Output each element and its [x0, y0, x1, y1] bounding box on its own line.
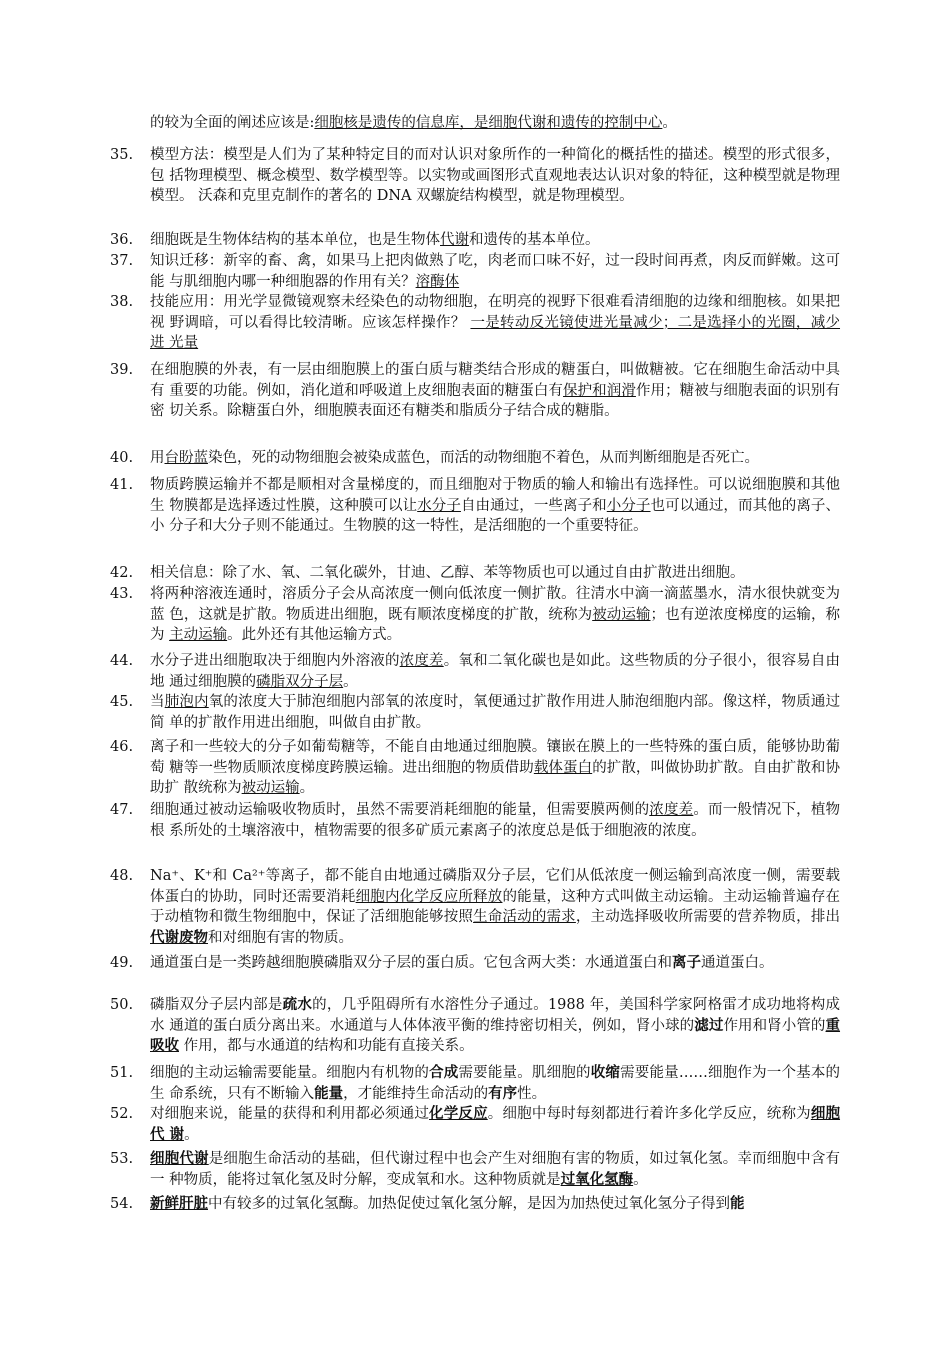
item-text: [150, 1104, 840, 1145]
item-number: 44.: [110, 653, 134, 669]
item-number: 42.: [110, 565, 134, 581]
text-run: 细胞既是生物体结构的基本单位，也是生物体: [150, 232, 440, 248]
text-run: 。: [299, 780, 315, 796]
text-run: 作用；糖被与细胞表面的识别有密 切关系。除糖蛋白外，细胞膜表面还有糖类和脂质分子结合成的糖脂。: [150, 382, 841, 419]
item-number: 45.: [110, 694, 134, 710]
item-text: [150, 692, 840, 733]
item-text: [150, 737, 840, 799]
text-run: 和对细胞有害的物质。: [208, 929, 353, 946]
item-number: 50.: [110, 997, 134, 1013]
text-run: 当: [150, 694, 165, 710]
text-run: 在细胞膜的外表，有一层由细胞膜上的蛋白质与糖类结合形成的糖蛋白，叫做糖被。它在细胞生命活动中具有 重要的功能。例如，消化道和呼吸道上皮细胞表面的糖蛋白有: [150, 362, 840, 399]
text-run: 模型方法：模型是人们为了某种特定目的而对认识对象所作的一种简化的概括性的描述。模型的形式很多，包 括物理模型、概念模型、数学模型等。以实物或画图形式直观地表达认识对象的特征，这种模型就是物理模型。 沃森和克里克制作的著名的 DNA 双螺旋结构模型，就是物理模型。: [150, 147, 840, 204]
text-run: 相关信息：除了水、氧、二氧化碳外，甘迪、乙醇、苯等物质也可以通过自由扩散进出细胞。: [150, 565, 745, 581]
item-number: 36.: [110, 232, 134, 248]
answer-text: 细胞代谢: [150, 1150, 209, 1167]
item-text: [150, 292, 840, 354]
item-number: 40.: [110, 450, 134, 466]
bold-term: 有序: [488, 1084, 518, 1102]
answer-text: 肺泡内: [164, 694, 209, 710]
answer-text: 细胞内化学反应所释放: [355, 888, 503, 905]
item-number: 46.: [110, 739, 134, 755]
text-run: 。氧和二氧化碳也是如此。这些物质的分子很小，很容易自由地 通过细胞膜的: [150, 653, 841, 690]
text-run: 。: [343, 673, 358, 690]
answer-text: 小分子: [606, 497, 651, 514]
text-run: 自由通过，一些离子和: [460, 497, 607, 514]
text-run: 。细胞中每时每刻都进行着许多化学反应，统称为: [487, 1106, 811, 1122]
text-run: 的，几乎阻碍所有水溶性分子通过。1988 年，美国科学家阿格雷才成功地将构成水 通道的蛋白质分离出来。水通道与人体体液平衡的维持密切相关，例如，肾小球的: [150, 997, 841, 1034]
item-number: 54.: [110, 1196, 134, 1212]
answer-text: 细胞代 谢: [150, 1105, 841, 1143]
text-run: 染色，死的动物细胞会被染成蓝色，而活的动物细胞不着色，从而判断细胞是否死亡。: [208, 450, 759, 466]
text-run: 。: [184, 1126, 199, 1143]
answer-text: 重吸收: [150, 1016, 841, 1054]
text-run: 细胞的主动运输需要能量。细胞内有机物的: [150, 1065, 430, 1081]
item-number: 47.: [110, 802, 134, 818]
bold-term: 疏水: [282, 996, 313, 1013]
item-text: [150, 1149, 840, 1190]
text-run: 将两种溶液连通时，溶质分子会从高浓度一侧向低浓度一侧扩散。往清水中滴一滴蓝墨水，清水很快就变为蓝 色，这就是扩散。物质进出细胞，既有顺浓度梯度的扩散，统称为: [150, 586, 840, 623]
item-text: [150, 475, 840, 537]
item-text: [150, 360, 840, 422]
item-text: [150, 651, 840, 692]
item-number: 49.: [110, 955, 134, 971]
item-number: 35.: [110, 147, 134, 163]
text-run: 技能应用：用光学显微镜观察未经染色的动物细胞，在明亮的视野下很难看清细胞的边缘和细胞核。如果把视 野调暗，可以看得比较清晰。应该怎样操作？: [150, 294, 840, 331]
answer-text: 被动运输: [241, 780, 300, 796]
answer-text: 代谢: [440, 232, 469, 248]
item-text: [150, 995, 840, 1057]
answer-text: 新鲜肝脏: [150, 1195, 208, 1212]
answer-text: 浓度差: [649, 802, 694, 818]
answer-text: 生命活动的需求: [473, 909, 576, 925]
text-run: 作用和肾小管的: [723, 1017, 826, 1034]
text-run: 通道蛋白。: [701, 955, 774, 971]
answer-text: 被动运输: [592, 606, 651, 623]
item-number: 51.: [110, 1065, 134, 1081]
bold-term: 能: [730, 1195, 745, 1212]
continuation-paragraph: [150, 113, 840, 134]
item-text: [150, 251, 840, 292]
answer-text: 细胞核是遗传的信息库，是细胞代谢和遗传的控制中心: [314, 115, 663, 131]
text-run: 的较为全面的阐述应该是:: [150, 115, 315, 131]
answer-text: 一是转动反光镜使进光量减少；二是选择小的光圈，减少进 光量: [150, 314, 841, 351]
answer-text: 浓度差: [399, 653, 444, 669]
text-run: 通道蛋白是一类跨越细胞膜磷脂双分子层的蛋白质。它包含两大类：水通道蛋白和: [150, 955, 672, 971]
bold-term: 合成: [429, 1064, 459, 1081]
answer-text: 磷脂双分子层: [256, 673, 344, 690]
item-number: 41.: [110, 477, 134, 493]
text-run: 作用，都与水通道的结构和功能有直接关系。: [179, 1038, 474, 1054]
text-run: 。此外还有其他运输方式。: [227, 627, 402, 643]
answer-text: 载体蛋白: [533, 759, 593, 776]
item-number: 39.: [110, 362, 134, 378]
text-run: 中有较多的过氧化氢酶。加热促使过氧化氢分解，是因为加热使过氧化氢分子得到: [208, 1196, 730, 1212]
bold-term: 滤过: [694, 1016, 724, 1034]
answer-text: 过氧化氢酶: [560, 1170, 634, 1188]
answer-text: 保护和润滑: [563, 382, 636, 399]
bold-term: 收缩: [590, 1064, 621, 1081]
item-number: 38.: [110, 294, 134, 310]
text-run: 也可以通过，而其他的离子、小 分子和大分子则不能通过。生物膜的这一特性，是活细胞的一个重要特征。: [150, 497, 841, 534]
item-number: 37.: [110, 253, 134, 269]
text-run: 。: [662, 115, 677, 131]
item-text: [150, 230, 840, 251]
text-run: Na⁺、K⁺和 Ca²⁺等离子，都不能自由地通过磷脂双分子层，它们从低浓度一侧运输到高浓度一侧，需要载 体蛋白的协助，同时还需要消耗: [150, 868, 840, 905]
text-run: 氧的浓度大于肺泡细胞内部氧的浓度时，氧便通过扩散作用进人肺泡细胞内部。像这样，物质通过简 单的扩散作用进出细胞，叫做自由扩散。: [150, 694, 841, 731]
answer-text: 台盼蓝: [164, 450, 208, 466]
bold-term: 能量: [314, 1084, 344, 1102]
text-run: 对细胞来说，能量的获得和利用都必须通过: [150, 1106, 430, 1122]
answer-text: 代谢废物: [150, 928, 208, 946]
text-run: 离子和一些较大的分子如葡萄糖等，不能自由地通过细胞膜。镶嵌在膜上的一些特殊的蛋白质，能够协助葡萄 糖等一些物质顺浓度梯度跨膜运输。进出细胞的物质借助: [150, 739, 840, 776]
text-run: 需要能量。肌细胞的: [458, 1065, 591, 1081]
text-run: 水分子进出细胞取决于细胞内外溶液的: [150, 653, 400, 669]
answer-text: 水分子: [417, 497, 461, 514]
text-run: 是细胞生命活动的基础，但代谢过程中也会产生对细胞有害的物质，如过氧化氢。幸而细胞中含有一 种物质，能将过氧化氢及时分解，变成氧和水。这种物质就是: [150, 1151, 841, 1188]
item-text: [150, 563, 840, 584]
text-run: 和遗传的基本单位。: [469, 232, 600, 248]
text-run: 性。: [517, 1085, 547, 1102]
answer-text: 化学反应: [429, 1105, 488, 1122]
item-text: [150, 1063, 840, 1104]
answer-text: 溶酶体: [415, 273, 460, 290]
item-number: 53.: [110, 1151, 134, 1167]
answer-text: 主动运输: [169, 627, 228, 643]
item-number: 43.: [110, 586, 134, 602]
text-run: ，主动选择吸收所需要的营养物质，排出: [575, 909, 841, 925]
item-text: [150, 953, 840, 974]
text-run: 用: [150, 450, 165, 466]
text-run: 。: [633, 1171, 648, 1188]
text-run: 知识迁移：新宰的畜、禽，如果马上把肉做熟了吃，肉老而口味不好，过一段时间再煮，肉反而鲜嫩。这可能 与肌细胞内哪一种细胞器的作用有关？: [150, 253, 840, 290]
item-text: [150, 145, 840, 207]
text-run: 。而一般情况下，植物根 系所处的土壤溶液中，植物需要的很多矿质元素离子的浓度总是低于细胞液的浓度。: [150, 802, 841, 839]
text-run: 的扩散，叫做协助扩散。自由扩散和协助扩 散统称为: [150, 759, 841, 796]
text-run: 的能量，这种方式叫做主动运输。主动运输普遍存在 于动植物和微生物细胞中，保证了活细胞能够按照: [150, 888, 841, 925]
text-run: 磷脂双分子层内部是: [150, 997, 283, 1013]
text-run: 细胞通过被动运输吸收物质时，虽然不需要消耗细胞的能量，但需要膜两侧的: [150, 802, 650, 818]
item-number: 48.: [110, 868, 134, 884]
bold-term: 离子: [672, 954, 701, 971]
text-run: 需要能量……细胞作为一个基本的生 命系统，只有不断输入: [150, 1065, 841, 1102]
text-run: ，才能维持生命活动的: [343, 1085, 489, 1102]
text-run: ；也有逆浓度梯度的运输，称为: [150, 606, 841, 643]
item-text: [150, 866, 840, 948]
text-run: 物质跨膜运输并不都是顺相对含量梯度的，而且细胞对于物质的输人和输出有选择性。可以说细胞膜和其他生 物膜都是选择透过性膜，这种膜可以让: [150, 477, 840, 514]
item-text: [150, 1194, 840, 1215]
item-text: [150, 584, 840, 646]
item-text: [150, 448, 840, 469]
item-number: 52.: [110, 1106, 134, 1122]
item-text: [150, 800, 840, 841]
